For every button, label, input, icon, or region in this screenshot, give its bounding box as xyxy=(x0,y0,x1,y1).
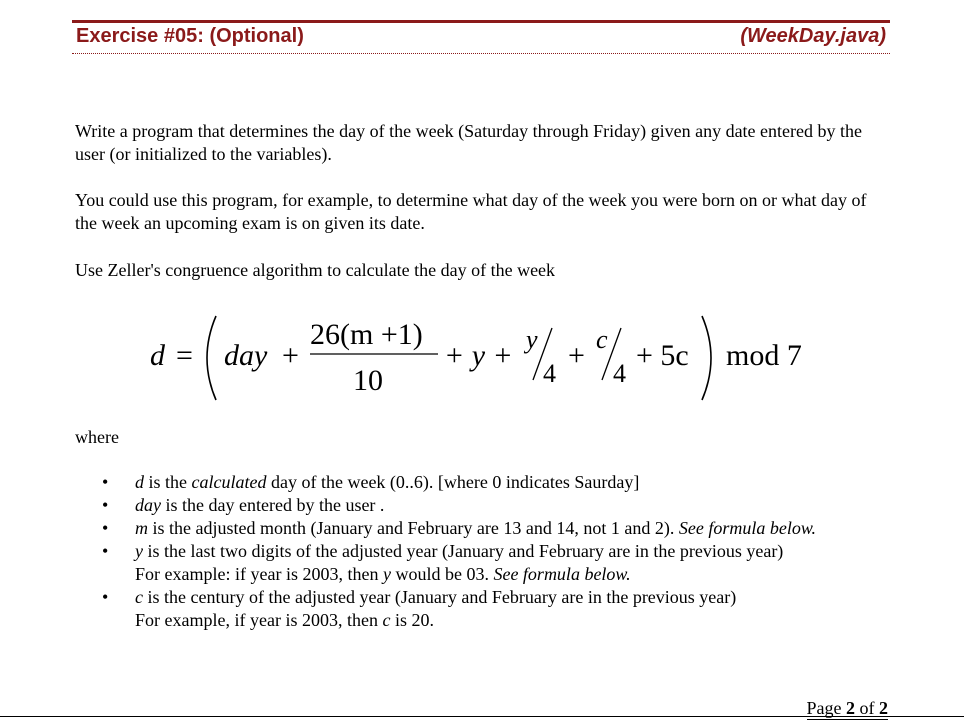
where-label: where xyxy=(75,427,119,447)
formula-plus-1: + xyxy=(282,339,299,372)
formula-y-term: + y + xyxy=(444,339,513,372)
list-item: • m is the adjusted month (January and February are 13 and 14, not 1 and 2). See formula below. xyxy=(102,518,817,538)
formula-denominator: 10 xyxy=(353,364,383,397)
formula-numerator: 26(m +1) xyxy=(310,318,423,351)
formula-equals: = xyxy=(176,339,193,372)
intro-paragraph: Write a program that determines the day of the week (Saturday through Friday) given any date entered by the user (or initialized to the variables). xyxy=(75,121,862,164)
formula-day: day xyxy=(224,339,268,372)
bullet-icon: • xyxy=(102,518,109,538)
formula-left-paren xyxy=(207,316,216,400)
bullet-icon: • xyxy=(102,472,109,492)
footer-rule xyxy=(0,716,964,717)
bullet-icon: • xyxy=(102,541,109,561)
variable-list xyxy=(98,471,878,632)
list-item: • d is the calculated day of the week (0..6). [where 0 indicates Saurday] xyxy=(102,472,640,492)
list-item: • c is the century of the adjusted year (January and February are in the previous year) For example, if year is 2003, then c is 20. xyxy=(102,587,737,630)
exercise-title: Exercise #05: (Optional) xyxy=(76,25,304,47)
formula-c-over: c xyxy=(596,325,608,354)
formula-mod: mod 7 xyxy=(726,339,802,372)
page-number: Page 2 of 2 xyxy=(806,698,888,718)
exercise-header xyxy=(72,20,890,54)
bullet-icon: • xyxy=(102,587,109,607)
formula-d: d xyxy=(150,339,165,372)
zeller-formula xyxy=(150,308,820,408)
bullet-icon: • xyxy=(102,495,109,515)
formula-four-1: 4 xyxy=(543,359,556,388)
list-item: • day is the day entered by the user . xyxy=(102,495,385,515)
formula-y-over: y xyxy=(526,325,538,354)
formula-plus-2: + xyxy=(568,339,585,372)
algorithm-paragraph: Use Zeller's congruence algorithm to calculate the day of the week xyxy=(75,260,556,280)
exercise-filename: (WeekDay.java) xyxy=(740,25,886,47)
formula-five-c: + 5c xyxy=(636,339,689,372)
formula-right-paren xyxy=(702,316,711,400)
list-item: • y is the last two digits of the adjusted year (January and February are in the previous year) For example: if year is 2003, then y would be 03. See formula below. xyxy=(102,541,784,584)
formula-four-2: 4 xyxy=(613,359,626,388)
usage-paragraph: You could use this program, for example, to determine what day of the week you were born on or what day of the week an upcoming exam is on given its date. xyxy=(75,190,867,233)
